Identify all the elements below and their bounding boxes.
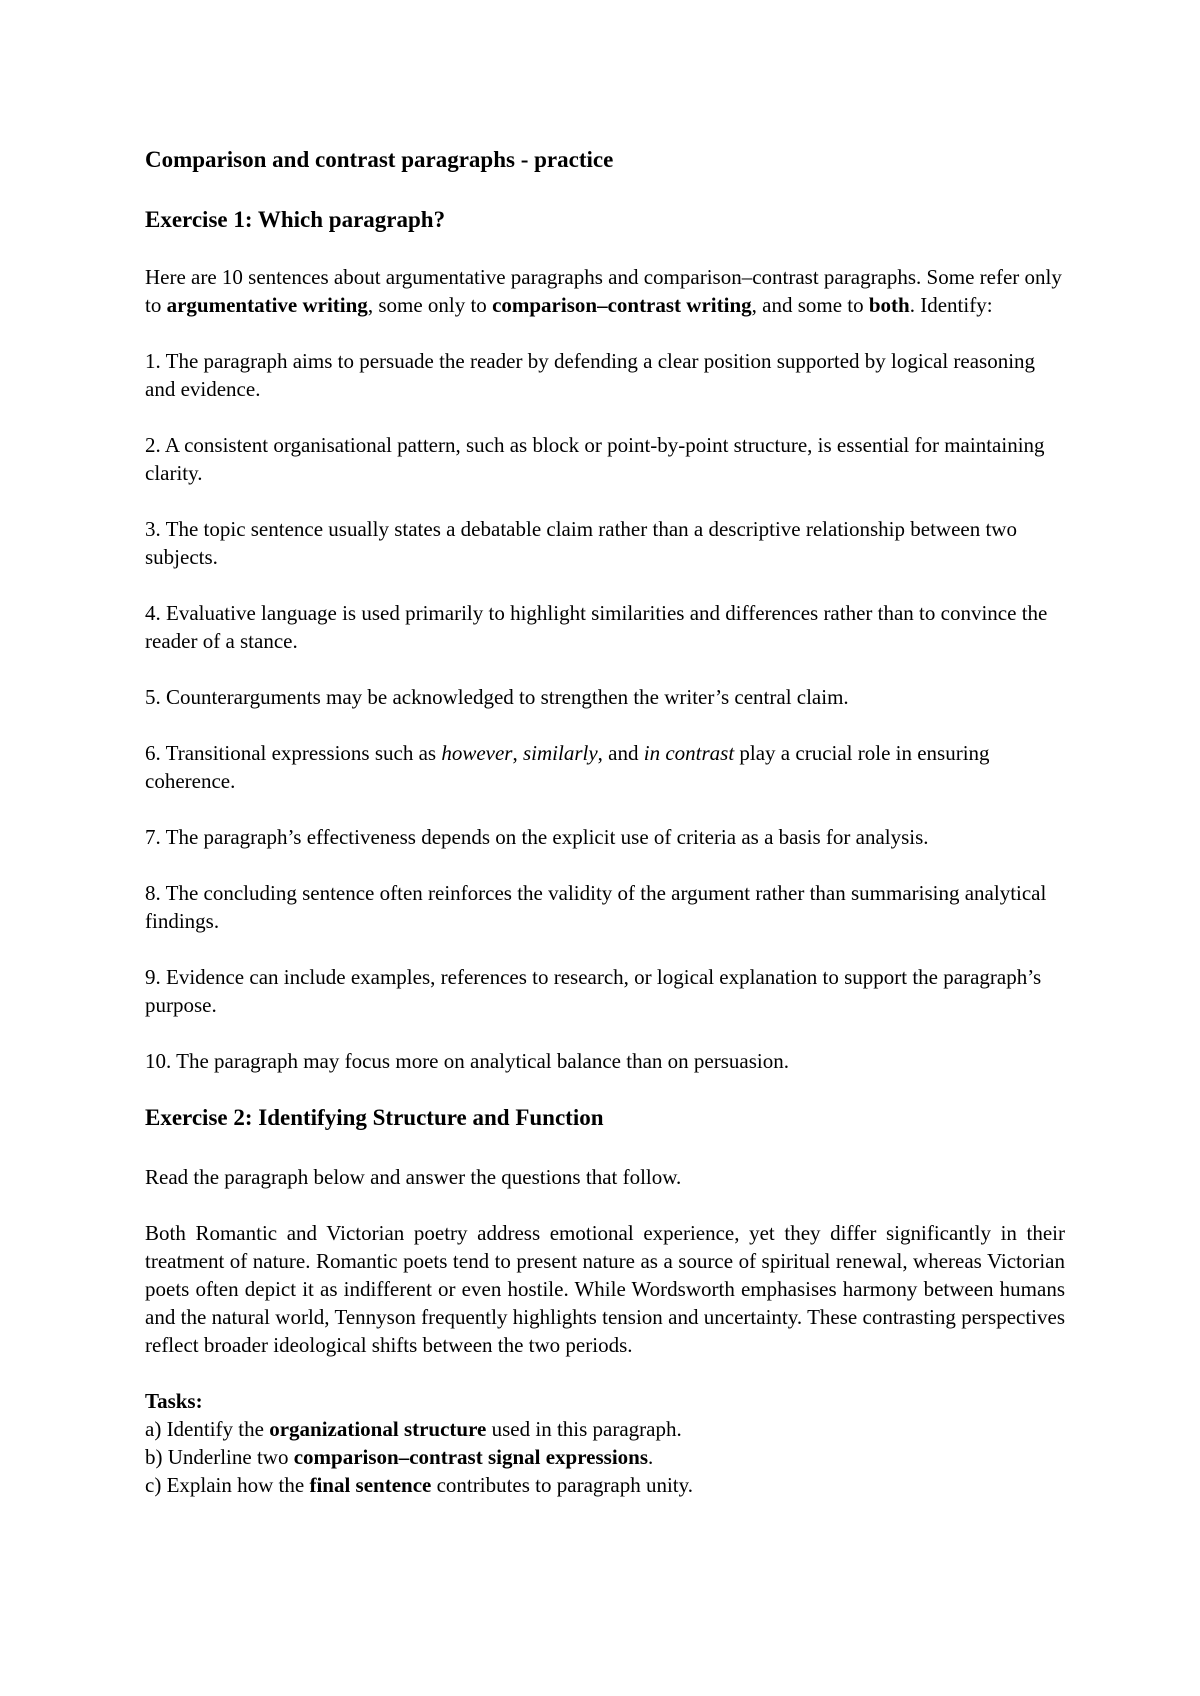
page-title: Comparison and contrast paragraphs - practice <box>145 147 614 172</box>
task-text: a) Identify the <box>145 1417 270 1441</box>
item-text: 6. Transitional expressions such as <box>145 741 442 765</box>
item-italic-however: however <box>441 741 513 765</box>
exercise-1-heading: Exercise 1: Which paragraph? <box>145 207 446 232</box>
task-b <box>145 1443 1065 1471</box>
tasks-heading: Tasks: <box>145 1389 203 1413</box>
intro-text: Here are 10 sentences about argumentative paragraphs and comparison–contrast paragraphs. Some refer only to <box>145 265 1062 317</box>
exercise-1-item: 7. The paragraph’s effectiveness depends on the explicit use of criteria as a basis for analysis. <box>145 825 929 849</box>
intro-text: , and some to <box>751 293 869 317</box>
exercise-1-item: 9. Evidence can include examples, references to research, or logical explanation to support the paragraph’s purpose. <box>145 965 1042 1017</box>
document-content <box>145 145 1065 1499</box>
task-bold: organizational structure <box>269 1417 487 1441</box>
item-text: , <box>512 741 523 765</box>
intro-bold-comparison: comparison–contrast writing <box>492 293 752 317</box>
intro-bold-argumentative: argumentative writing <box>166 293 368 317</box>
exercise-1-item: 5. Counterarguments may be acknowledged to strengthen the writer’s central claim. <box>145 685 849 709</box>
exercise-1-item: 2. A consistent organisational pattern, such as block or point-by-point structure, is essential for maintaining clarity. <box>145 433 1045 485</box>
item-text: , and <box>597 741 644 765</box>
task-text: used in this paragraph. <box>486 1417 682 1441</box>
task-a <box>145 1415 1065 1443</box>
task-bold: final sentence <box>309 1473 432 1497</box>
exercise-1-item: 8. The concluding sentence often reinforces the validity of the argument rather than summarising analytical findings. <box>145 881 1047 933</box>
exercise-2-instruction: Read the paragraph below and answer the questions that follow. <box>145 1165 682 1189</box>
exercise-1-item: 3. The topic sentence usually states a debatable claim rather than a descriptive relationship between two subjects. <box>145 517 1017 569</box>
task-text: contributes to paragraph unity. <box>431 1473 694 1497</box>
task-c <box>145 1471 1065 1499</box>
exercise-1-item: 10. The paragraph may focus more on analytical balance than on persuasion. <box>145 1049 789 1073</box>
task-bold: comparison–contrast signal expressions <box>293 1445 649 1469</box>
task-text: . <box>648 1445 654 1469</box>
exercise-1-item <box>145 739 1065 795</box>
intro-text: , some only to <box>367 293 493 317</box>
task-text: c) Explain how the <box>145 1473 310 1497</box>
intro-bold-both: both <box>868 293 910 317</box>
exercise-1-intro <box>145 263 1065 319</box>
task-text: b) Underline two <box>145 1445 294 1469</box>
exercise-2-heading: Exercise 2: Identifying Structure and Function <box>145 1105 604 1130</box>
item-text: play a crucial role in ensuring coherence. <box>145 741 990 793</box>
intro-text: . Identify: <box>909 293 993 317</box>
exercise-1-item: 1. The paragraph aims to persuade the reader by defending a clear position supported by logical reasoning and evidence. <box>145 349 1036 401</box>
exercise-2-passage: Both Romantic and Victorian poetry address emotional experience, yet they differ significantly in their treatment of nature. Romantic poets tend to present nature as a source of spiritual renewal, whereas Victorian poets often depict it as indifferent or even hostile. While Wordsworth emphasises harmony between humans and the natural world, Tennyson frequently highlights tension and uncertainty. These contrasting perspectives reflect broader ideological shifts between the two periods. <box>145 1221 1065 1357</box>
exercise-1-item: 4. Evaluative language is used primarily to highlight similarities and differences rather than to convince the reader of a stance. <box>145 601 1048 653</box>
item-italic-in-contrast: in contrast <box>643 741 735 765</box>
item-italic-similarly: similarly <box>522 741 598 765</box>
